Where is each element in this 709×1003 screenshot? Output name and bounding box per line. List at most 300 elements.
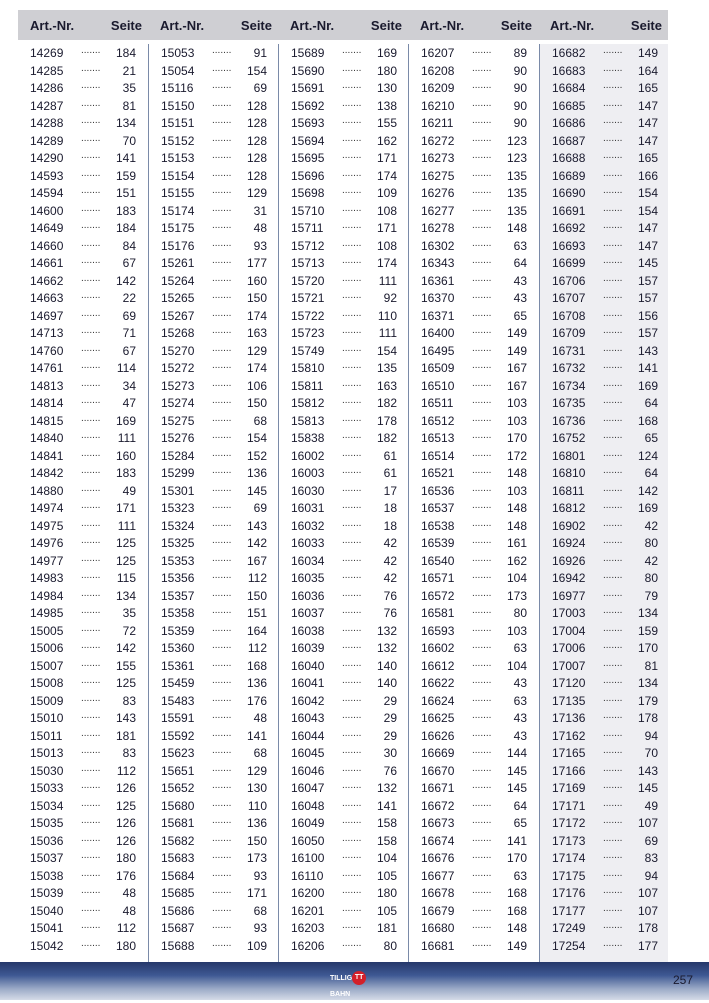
leader-dots: ....... [603,517,623,529]
article-number: 16512 [421,413,455,428]
leader-dots: ....... [81,815,101,826]
index-row [18,534,146,552]
leader-dots: ....... [212,97,232,109]
article-number: 16538 [421,518,455,533]
leader-dots: ....... [342,570,362,581]
leader-dots: ....... [472,692,492,704]
page-reference: 108 [376,203,397,218]
page-reference: 172 [506,448,527,463]
article-number: 16211 [421,116,454,130]
index-row [18,499,146,517]
page-reference: 178 [637,921,658,935]
index-row [409,499,537,517]
leader-dots: ....... [603,902,623,914]
page-reference: 160 [115,448,136,463]
leader-dots: ....... [603,692,623,704]
index-row [18,569,146,587]
leader-dots: ....... [472,867,492,879]
leader-dots: ....... [603,885,623,896]
page-reference: 42 [644,518,658,533]
index-row [279,832,407,850]
index-column-4 [409,44,537,954]
article-number: 15712 [291,238,325,253]
article-number: 14289 [30,133,64,148]
page-reference: 142 [115,273,136,288]
article-number: 15037 [30,851,64,865]
page-reference: 81 [644,658,658,673]
leader-dots: ....... [603,640,623,651]
index-row [149,534,277,552]
article-number: 16039 [291,641,325,655]
article-number: 17169 [552,781,586,795]
leader-dots: ....... [603,465,623,476]
page-reference: 157 [637,326,658,340]
article-number: 15150 [161,98,195,113]
index-row [18,289,146,307]
index-row [540,884,668,902]
header-seite: Seite [630,18,662,33]
page-reference: 142 [246,536,267,550]
index-row [409,447,537,465]
table-header [18,10,668,40]
article-number: 16046 [291,763,325,778]
index-row [540,867,668,885]
index-row [149,62,277,80]
article-number: 15684 [161,868,195,883]
index-row [409,867,537,885]
page-reference: 171 [376,221,397,235]
leader-dots: ....... [472,745,492,756]
page-reference: 142 [115,641,136,655]
leader-dots: ....... [81,412,101,424]
article-number: 16510 [421,378,455,393]
page-reference: 111 [117,431,136,445]
index-row [279,867,407,885]
leader-dots: ....... [603,167,623,179]
index-row [18,394,146,412]
page-reference: 141 [637,361,658,375]
leader-dots: ....... [212,902,232,914]
page-reference: 170 [637,641,658,655]
page-reference: 141 [246,728,267,743]
page-reference: 140 [376,658,397,673]
header-art-nr: Art.-Nr. [290,18,335,33]
leader-dots: ....... [342,465,362,476]
article-number: 16032 [291,518,325,533]
leader-dots: ....... [342,150,362,161]
article-number: 17173 [552,833,586,848]
index-row [540,762,668,780]
leader-dots: ....... [212,867,232,879]
article-number: 15692 [291,98,325,113]
article-number: 14662 [30,273,64,288]
leader-dots: ....... [212,377,232,389]
article-number: 16924 [552,536,586,550]
page-reference: 183 [115,203,136,218]
leader-dots: ....... [603,45,623,56]
leader-dots: ....... [603,780,623,791]
leader-dots: ....... [342,517,362,529]
page-reference: 135 [506,168,527,183]
index-row [540,534,668,552]
leader-dots: ....... [81,202,101,214]
leader-dots: ....... [212,587,232,599]
leader-dots: ....... [603,745,623,756]
leader-dots: ....... [81,745,101,756]
page-reference: 69 [253,81,267,95]
article-number: 15687 [161,921,195,935]
leader-dots: ....... [212,797,232,809]
index-row [540,237,668,255]
page-reference: 161 [506,536,527,550]
leader-dots: ....... [81,150,101,161]
article-number: 15152 [161,133,195,148]
index-row [18,937,146,955]
index-row [540,797,668,815]
index-row [409,937,537,955]
index-row [18,219,146,237]
leader-dots: ....... [472,412,492,424]
leader-dots: ....... [81,447,101,459]
article-number: 15274 [161,396,195,410]
page-reference: 49 [644,798,658,813]
article-number: 17171 [552,798,586,813]
page-reference: 106 [246,378,267,393]
article-number: 15690 [291,63,325,78]
header-group-3 [278,10,408,40]
article-number: 14697 [30,308,64,323]
index-row [279,534,407,552]
page-reference: 150 [246,833,267,848]
leader-dots: ....... [81,307,101,319]
article-number: 16571 [421,571,455,585]
leader-dots: ....... [81,587,101,599]
leader-dots: ....... [472,552,492,564]
page-reference: 90 [513,116,527,130]
index-row [279,569,407,587]
leader-dots: ....... [212,272,232,284]
leader-dots: ....... [472,885,492,896]
leader-dots: ....... [472,150,492,161]
index-row [409,167,537,185]
leader-dots: ....... [81,97,101,109]
page-reference: 90 [513,63,527,78]
article-number: 15272 [161,361,195,375]
article-number: 16043 [291,711,325,725]
index-row [18,167,146,185]
leader-dots: ....... [472,202,492,214]
leader-dots: ....... [342,97,362,109]
index-row [18,814,146,832]
header-group-2 [148,10,278,40]
page-reference: 68 [253,903,267,918]
article-number: 16687 [552,133,586,148]
article-number: 15359 [161,623,195,638]
article-number: 16030 [291,483,325,498]
index-row [540,657,668,675]
leader-dots: ....... [603,62,623,74]
leader-dots: ....... [212,447,232,459]
index-row [18,552,146,570]
page-reference: 145 [637,256,658,270]
index-row [409,272,537,290]
leader-dots: ....... [342,325,362,336]
leader-dots: ....... [81,535,101,546]
page-reference: 164 [246,623,267,638]
article-number: 14984 [30,588,64,603]
page-reference: 115 [116,571,136,585]
article-number: 14594 [30,186,64,200]
leader-dots: ....... [342,902,362,914]
leader-dots: ....... [212,745,232,756]
index-column-5 [540,44,668,962]
index-row [18,237,146,255]
page-reference: 112 [247,571,267,585]
index-row [18,272,146,290]
page-reference: 111 [117,518,136,533]
page-reference: 147 [637,116,658,130]
article-number: 15009 [30,693,64,708]
header-art-nr: Art.-Nr. [160,18,205,33]
leader-dots: ....... [603,535,623,546]
index-row [540,517,668,535]
article-number: 16810 [552,466,586,480]
article-number: 15691 [291,81,325,95]
index-row [18,149,146,167]
leader-dots: ....... [81,675,101,686]
leader-dots: ....... [212,325,232,336]
leader-dots: ....... [472,465,492,476]
index-row [540,149,668,167]
article-number: 15713 [291,256,325,270]
page-reference: 128 [246,98,267,113]
index-row [18,884,146,902]
index-row [18,79,146,97]
index-row [409,779,537,797]
page-reference: 151 [246,606,267,620]
page-reference: 103 [506,623,527,638]
index-row [18,797,146,815]
leader-dots: ....... [472,360,492,371]
article-number: 16276 [421,186,455,200]
article-number: 14285 [30,63,64,78]
article-number: 15261 [161,256,195,270]
leader-dots: ....... [472,80,492,91]
leader-dots: ....... [81,517,101,529]
article-number: 14814 [30,396,64,410]
article-number: 16110 [291,868,324,883]
article-number: 15151 [161,116,195,130]
page-reference: 171 [246,886,267,900]
page-reference: 35 [122,81,136,95]
page-reference: 125 [115,798,136,813]
leader-dots: ....... [603,622,623,634]
leader-dots: ....... [212,237,232,249]
article-number: 16042 [291,693,325,708]
leader-dots: ....... [472,45,492,56]
article-number: 16977 [552,588,586,603]
article-number: 15696 [291,168,325,183]
article-number: 15174 [161,203,195,218]
article-number: 16206 [291,938,325,953]
page-reference: 112 [247,641,267,655]
leader-dots: ....... [81,640,101,651]
page-reference: 94 [644,728,658,743]
article-number: 16736 [552,413,586,428]
page-reference: 29 [383,693,397,708]
leader-dots: ....... [81,850,101,861]
leader-dots: ....... [342,937,362,949]
leader-dots: ....... [342,710,362,721]
page-reference: 68 [253,746,267,760]
leader-dots: ....... [212,412,232,424]
page-reference: 174 [376,256,397,270]
page-reference: 149 [506,343,527,358]
leader-dots: ....... [81,727,101,739]
index-row [409,202,537,220]
leader-dots: ....... [472,272,492,284]
index-row [409,797,537,815]
article-number: 15011 [30,728,63,743]
page-reference: 63 [513,693,527,708]
index-row [540,324,668,342]
index-row [409,849,537,867]
page-reference: 169 [637,501,658,515]
leader-dots: ....... [472,500,492,511]
article-number: 15034 [30,798,64,813]
index-row [540,709,668,727]
index-row [279,622,407,640]
index-row [18,517,146,535]
index-row [409,622,537,640]
index-row [540,307,668,325]
index-row [540,464,668,482]
leader-dots: ....... [472,920,492,931]
leader-dots: ....... [212,430,232,441]
leader-dots: ....... [342,762,362,774]
leader-dots: ....... [342,80,362,91]
article-number: 15686 [161,903,195,918]
index-row [409,919,537,937]
leader-dots: ....... [81,360,101,371]
page-reference: 105 [376,868,397,883]
index-row [540,499,668,517]
index-row [18,919,146,937]
index-row [409,709,537,727]
article-number: 14600 [30,203,64,218]
leader-dots: ....... [81,500,101,511]
page-reference: 93 [253,921,267,935]
leader-dots: ....... [342,535,362,546]
article-number: 16692 [552,221,586,235]
page-reference: 42 [383,536,397,550]
index-row [18,324,146,342]
page-reference: 108 [376,238,397,253]
page-reference: 126 [115,833,136,848]
index-row [149,254,277,272]
leader-dots: ....... [81,465,101,476]
leader-dots: ....... [81,395,101,406]
page-reference: 67 [122,256,136,270]
index-row [540,937,668,955]
leader-dots: ....... [212,500,232,511]
page-reference: 67 [122,343,136,358]
article-number: 16513 [421,431,455,445]
leader-dots: ....... [472,762,492,774]
page-reference: 141 [115,151,136,165]
page-reference: 174 [246,308,267,323]
page-reference: 130 [376,81,397,95]
index-row [149,744,277,762]
leader-dots: ....... [603,307,623,319]
page-reference: 126 [115,816,136,830]
index-row [279,412,407,430]
article-number: 16693 [552,238,586,253]
article-number: 16400 [421,326,455,340]
index-row [18,114,146,132]
page-reference: 184 [115,221,136,235]
leader-dots: ....... [212,920,232,931]
index-row [18,867,146,885]
index-row [18,779,146,797]
article-number: 17254 [552,938,586,953]
article-number: 15681 [161,816,195,830]
leader-dots: ....... [342,657,362,669]
page-reference: 177 [637,938,658,953]
index-row [409,184,537,202]
article-number: 15749 [291,343,325,358]
page-reference: 64 [644,396,658,410]
leader-dots: ....... [212,762,232,774]
index-row [18,727,146,745]
leader-dots: ....... [603,587,623,599]
index-row [149,307,277,325]
page-reference: 135 [506,203,527,218]
page-reference: 147 [637,98,658,113]
index-row [409,482,537,500]
index-row [149,464,277,482]
page-reference: 128 [246,116,267,130]
article-number: 14842 [30,466,64,480]
page-number: 257 [672,973,693,987]
page-reference: 104 [506,571,527,585]
leader-dots: ....... [81,570,101,581]
article-number: 14977 [30,553,64,568]
index-row [540,727,668,745]
index-row [540,569,668,587]
article-number: 16278 [421,221,455,235]
page-reference: 184 [115,46,136,60]
article-number: 15270 [161,343,195,358]
index-row [18,762,146,780]
page-reference: 145 [506,763,527,778]
page-reference: 35 [122,606,136,620]
page-reference: 18 [383,518,397,533]
index-row [279,272,407,290]
leader-dots: ....... [472,62,492,74]
page-reference: 180 [115,938,136,953]
index-row [149,359,277,377]
index-row [279,132,407,150]
page-reference: 163 [246,326,267,340]
page-reference: 174 [246,361,267,375]
page-reference: 110 [247,798,267,813]
leader-dots: ....... [81,342,101,354]
page-reference: 134 [637,606,658,620]
leader-dots: ....... [342,202,362,214]
article-number: 16049 [291,816,325,830]
index-row [409,832,537,850]
